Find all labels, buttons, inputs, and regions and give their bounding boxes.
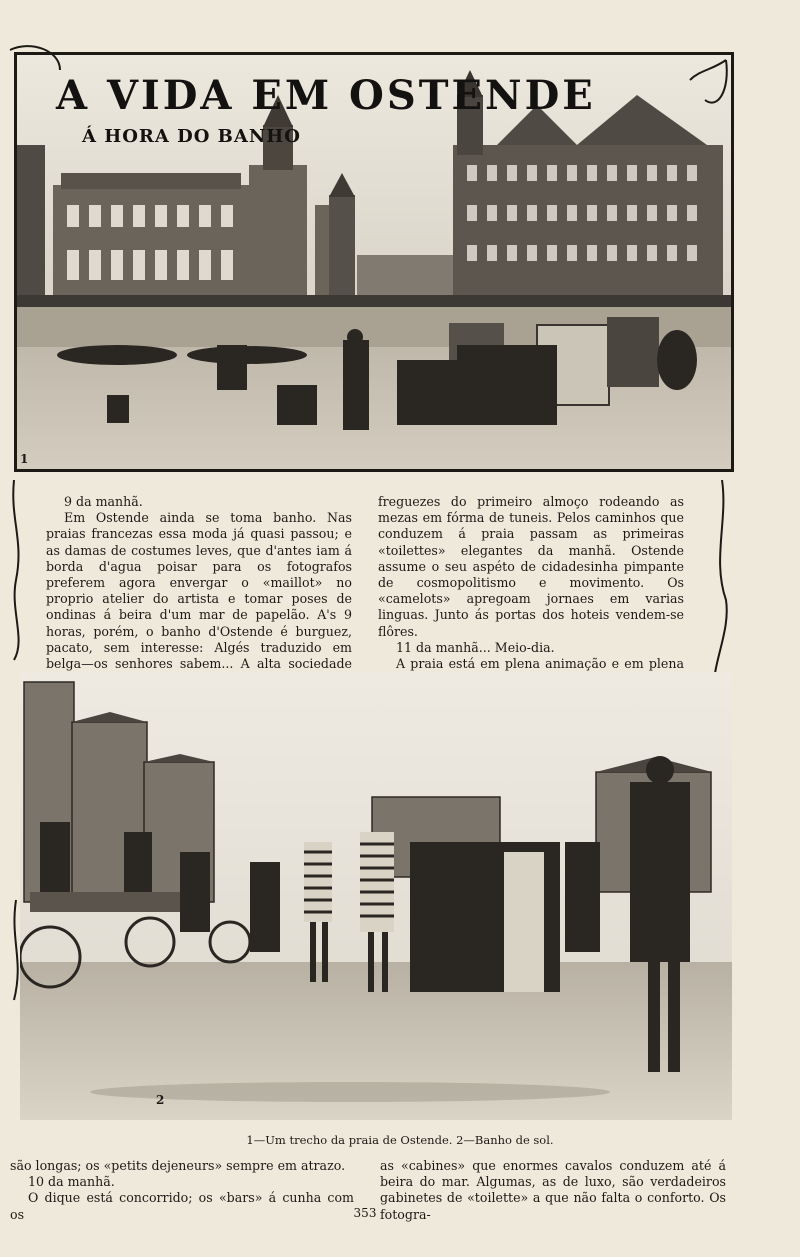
- figure-caption: 1—Um trecho da praia de Ostende. 2—Banho de sol.: [246, 1133, 554, 1147]
- paragraph: 10 da manhã.: [28, 1174, 115, 1190]
- photo-2-illustration: [20, 672, 732, 1120]
- paragraph: as «cabines» que enormes cavalos conduzem até á beira do mar. Algumas, as de luxo, são verdadeiros gabinetes de «toilette» a que não falta o conforto. Os fotogra-: [380, 1158, 726, 1222]
- photo-sun-bathing: [20, 672, 732, 1120]
- subheadline: Á HORA DO BANHO: [82, 126, 301, 147]
- paragraph: 11 da manhã... Meio-dia.: [396, 639, 555, 655]
- paragraph: A praia está em plena animação e em plena: [396, 656, 684, 672]
- paragraph: freguezes do primeiro almoço rodeando as mezas em fórma de tuneis. Pelos caminhos que conduzem á praia passam as primeiras «toilettes» elegantes da manhã. Ostende assume o seu aspéto de cidadesinha pimpante de cosmopolitismo e movimento. Os «camelots» apregoam jornaes em varias linguas. Junto ás portas dos hoteis vendem-se flôres.: [378, 494, 684, 639]
- paragraph: Em Ostende ainda se toma banho. Nas praias francezas essa moda já quasi passou; e as damas de costumes leves, que d'antes iam á borda d'agua poisar para os fotografos preferem agora envergar o «maillot» no proprio atelier do artista e tomar poses de ondinas á beira d'um mar de papelão. A's 9 horas, porém, o banho d'Ostende é burguez, pacato, sem interesse: Algés traduzido em belga—os senhores sabem... A alta sociedade: [46, 510, 352, 672]
- paragraph: 9 da manhã.: [64, 494, 143, 509]
- figure-1-number: 1: [20, 452, 29, 466]
- page-number: 353: [353, 1206, 377, 1220]
- figure-2-number: 2: [156, 1093, 165, 1107]
- paragraph: são longas; os «petits dejeneurs» sempre em atrazo.: [10, 1158, 346, 1173]
- paragraph: O dique está concorrido; os «bars» á cunha com os: [10, 1190, 354, 1222]
- headline: A VIDA EM OSTENDE: [56, 72, 596, 119]
